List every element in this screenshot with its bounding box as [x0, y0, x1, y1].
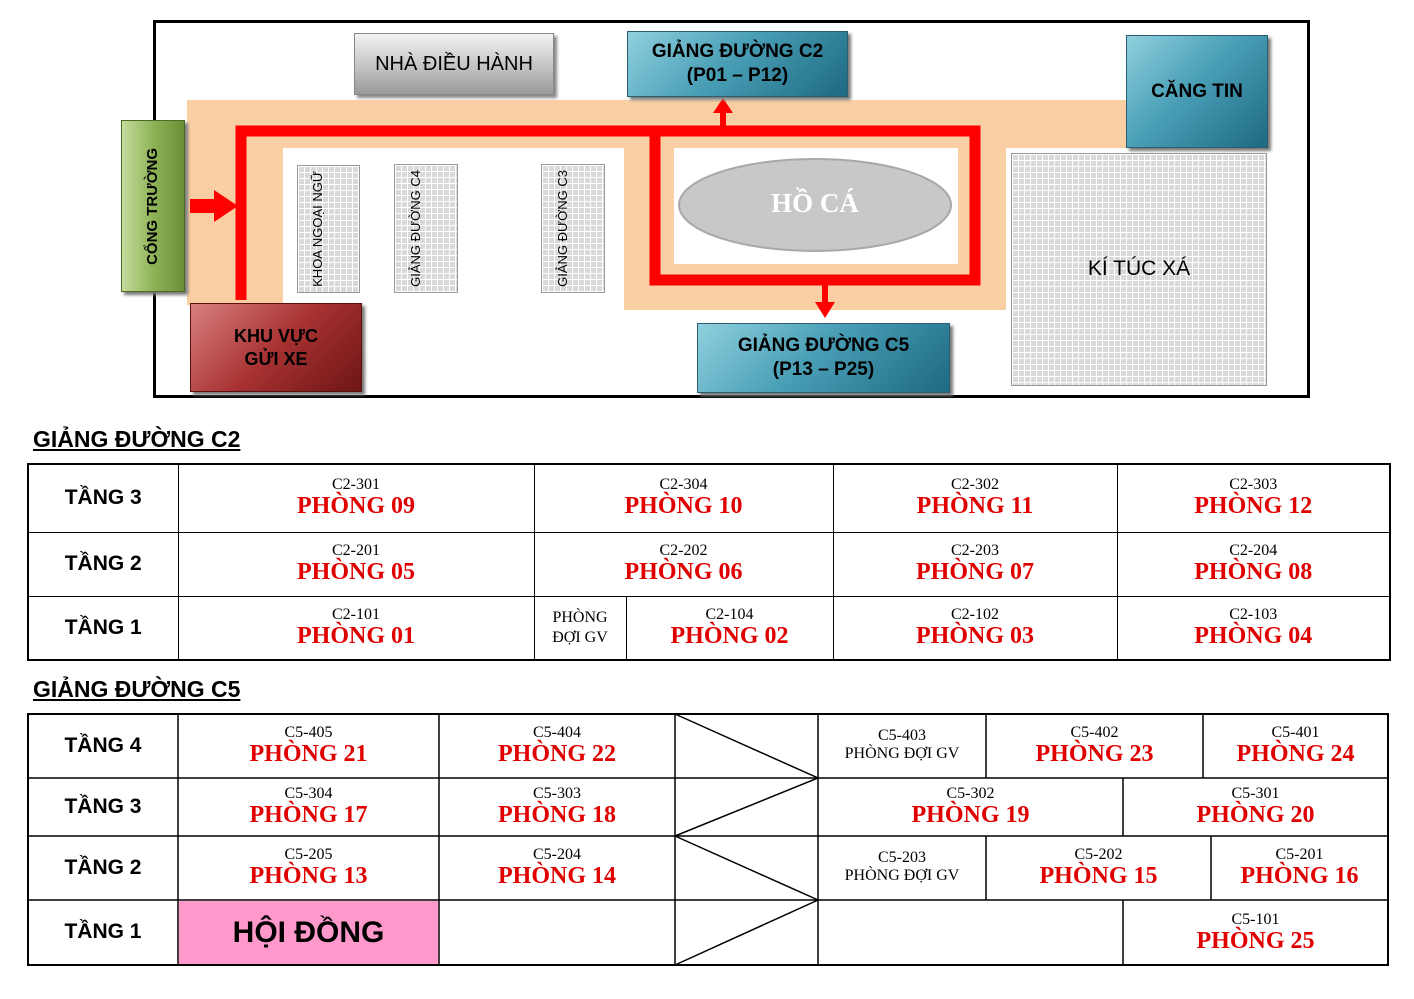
room-code: C5-401: [1271, 724, 1320, 741]
room-name: PHÒNG 01: [297, 622, 415, 649]
c5-range: (P13 – P25): [772, 359, 875, 380]
room-code: C5-101: [1231, 910, 1280, 928]
room-name: PHÒNG 07: [916, 559, 1034, 585]
room-name: PHÒNG 25: [1196, 927, 1315, 954]
room-code: C5-205: [284, 846, 333, 863]
room-name: PHÒNG 19: [911, 802, 1030, 828]
room-code: C2-101: [332, 605, 380, 623]
room-code: C5-302: [946, 785, 995, 802]
room-code: C5-303: [533, 785, 581, 802]
room-code: C2-204: [1229, 542, 1278, 559]
room-name: PHÒNG 16: [1240, 863, 1359, 889]
c5-name: GIẢNG ĐƯỜNG C5: [737, 335, 910, 357]
room-code: C5-403: [878, 727, 926, 744]
room-name: PHÒNG 08: [1194, 559, 1313, 585]
fish-pond-label: HỒ CÁ: [771, 188, 859, 218]
room-name: PHÒNG 18: [498, 802, 616, 828]
room-cell: [439, 714, 675, 778]
room-name: PHÒNG 09: [297, 493, 415, 520]
floor-label: TẦNG 1: [64, 920, 142, 944]
floor-label: TẦNG 1: [28, 596, 178, 660]
teacher-waiting-room: [818, 714, 986, 778]
room-name: PHÒNG 20: [1196, 802, 1315, 828]
room-cell: [178, 836, 439, 900]
room-name: PHÒNG 04: [1194, 622, 1313, 649]
room-name: ĐỢI GV: [552, 628, 608, 646]
room-code: C5-203: [878, 849, 926, 866]
room-name: PHÒNG ĐỢI GV: [844, 867, 960, 884]
room-code: C2-201: [332, 542, 380, 559]
room-code: C2-304: [659, 476, 708, 494]
room-cell: [178, 778, 439, 836]
room-code: C5-404: [533, 724, 581, 741]
foreign-language-label: KHOA NGOẠI NGỮ: [309, 171, 325, 287]
council-room: HỘI ĐỒNG: [179, 901, 438, 964]
room-code: C2-202: [659, 542, 708, 559]
room-code: C5-201: [1275, 846, 1324, 863]
room-name: PHÒNG ĐỢI GV: [844, 745, 960, 762]
room-cell: [178, 714, 439, 778]
room-code: C2-302: [951, 476, 999, 494]
room-cell: [439, 836, 675, 900]
c2-name: GIẢNG ĐƯỜNG C2: [651, 41, 824, 63]
floor-label: TẦNG 2: [28, 532, 178, 596]
room-name: PHÒNG 03: [916, 622, 1034, 649]
room-code: C5-402: [1070, 724, 1119, 741]
floor-label: TẦNG 4: [64, 733, 142, 757]
room-name: PHÒNG 02: [670, 622, 789, 649]
dormitory-label: KÍ TÚC XÁ: [1087, 257, 1191, 281]
floor-label: TẦNG 3: [64, 794, 142, 818]
room-cell: [818, 778, 1123, 836]
room-code: C2-301: [332, 476, 380, 494]
admin-building: NHÀ ĐIỀU HÀNH: [354, 33, 554, 95]
c5-section-title: GIẢNG ĐƯỜNG C5: [33, 676, 241, 702]
parking-label: KHU VỰC GỬI XE: [234, 326, 318, 369]
floor-label: TẦNG 3: [28, 464, 178, 532]
room-name: PHÒNG 11: [916, 493, 1034, 520]
room-name: PHÒNG 10: [624, 493, 743, 520]
room-name: PHÒNG 13: [249, 863, 368, 889]
room-name: PHÒNG 14: [498, 863, 616, 889]
room-code: C2-303: [1229, 476, 1278, 494]
room-name: PHÒNG: [552, 608, 608, 626]
room-name: PHÒNG 05: [297, 559, 415, 585]
room-code: C5-204: [533, 846, 581, 863]
room-name: PHÒNG 24: [1236, 741, 1355, 767]
c4-label: GIẢNG ĐƯỜNG C4: [408, 170, 423, 287]
canteen: CĂNG TIN: [1126, 35, 1268, 148]
c2-range: (P01 – P12): [686, 65, 789, 86]
c3-label: GIẢNG ĐƯỜNG C3: [555, 170, 570, 287]
c2-section-title: GIẢNG ĐƯỜNG C2: [33, 426, 241, 452]
room-name: PHÒNG 06: [624, 559, 743, 585]
room-code: C5-304: [284, 785, 333, 802]
room-cell: [986, 836, 1211, 900]
room-code: C5-202: [1074, 846, 1123, 863]
room-cell: [1211, 836, 1388, 900]
room-name: PHÒNG 12: [1194, 493, 1313, 520]
room-cell: [986, 714, 1203, 778]
school-gate-label: CỔNG TRƯỜNG: [143, 147, 161, 265]
room-code: C5-405: [284, 724, 333, 741]
room-name: PHÒNG 15: [1039, 863, 1158, 889]
room-cell: [1203, 714, 1388, 778]
room-cell: [1123, 778, 1388, 836]
floor-label: TẦNG 2: [64, 855, 142, 879]
room-cell: [1123, 900, 1388, 965]
room-cell: [439, 778, 675, 836]
room-name: PHÒNG 17: [249, 802, 368, 828]
room-code: C2-203: [951, 542, 999, 559]
room-code: C2-102: [951, 605, 999, 623]
room-code: C2-103: [1229, 605, 1278, 623]
room-code: C2-104: [705, 605, 754, 623]
room-name: PHÒNG 21: [249, 741, 368, 767]
teacher-waiting-room: [818, 836, 986, 900]
room-code: C5-301: [1231, 785, 1280, 802]
room-name: PHÒNG 23: [1035, 741, 1154, 767]
room-name: PHÒNG 22: [498, 741, 616, 767]
